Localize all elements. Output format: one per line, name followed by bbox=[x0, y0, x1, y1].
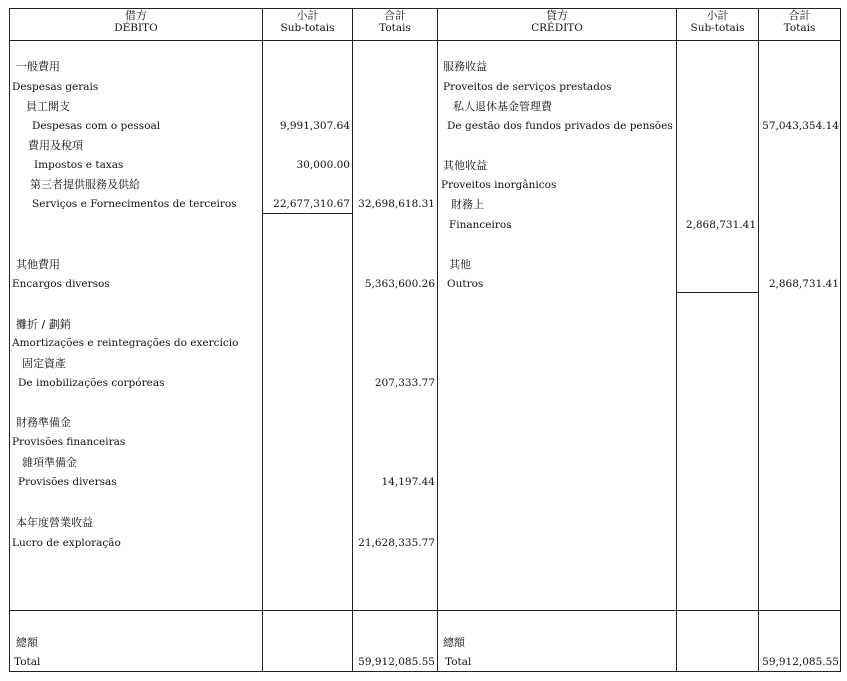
column-divider bbox=[437, 8, 438, 672]
debit-fixed-zh: 固定資產 bbox=[22, 357, 66, 370]
credit-fin-zh: 財務上 bbox=[451, 198, 484, 211]
debit-amort-zh: 攤折 / 劃銷 bbox=[16, 318, 71, 331]
debit-other-pt: Encargos diversos bbox=[12, 278, 110, 290]
subtotal-rule bbox=[263, 213, 352, 214]
credit-others-zh: 其他 bbox=[449, 258, 471, 271]
credit-services-pt: Proveitos de serviços prestados bbox=[443, 81, 612, 93]
debit-general-pt: Despesas gerais bbox=[12, 81, 99, 93]
credit-subtotal-header: 小計 Sub-totais bbox=[690, 9, 745, 34]
column-divider bbox=[676, 8, 677, 672]
debit-staff-zh: 員工開支 bbox=[26, 100, 70, 113]
debit-profit-total: 21,628,335.77 bbox=[358, 537, 435, 549]
debit-third-zh: 第三者提供服務及供給 bbox=[30, 178, 140, 191]
column-divider bbox=[758, 8, 759, 672]
debit-profit-pt: Lucro de exploração bbox=[12, 537, 121, 549]
credit-fin-pt: Financeiros bbox=[449, 219, 512, 231]
total-divider bbox=[9, 610, 841, 611]
debit-amort-pt: Amortizações e reintegrações do exercício bbox=[12, 337, 239, 349]
debit-profit-zh: 本年度營業收益 bbox=[16, 516, 93, 529]
debit-taxes-zh: 費用及稅項 bbox=[28, 139, 83, 152]
debit-total-header: 合計 Totais bbox=[379, 9, 411, 34]
debit-misc-pt: Provisões diversas bbox=[18, 476, 117, 488]
debit-third-pt: Serviços e Fornecimentos de terceiros bbox=[32, 198, 237, 210]
credit-grand-total: 59,912,085.55 bbox=[762, 656, 839, 668]
debit-fixed-pt: De imobilizações corpóreas bbox=[18, 377, 165, 389]
credit-other-zh: 其他收益 bbox=[443, 159, 487, 172]
debit-taxes-pt: Impostos e taxas bbox=[34, 159, 124, 171]
debit-general-zh: 一般費用 bbox=[16, 60, 60, 73]
debit-prov-zh: 財務準備金 bbox=[16, 416, 71, 429]
debit-total-zh: 總額 bbox=[16, 636, 38, 649]
credit-fin-subtotal: 2,868,731.41 bbox=[685, 219, 756, 231]
column-divider bbox=[352, 8, 353, 672]
credit-total-pt: Total bbox=[445, 656, 472, 668]
column-divider bbox=[262, 8, 263, 672]
credit-other-pt: Proveitos inorgânicos bbox=[441, 179, 557, 191]
credit-total-header: 合計 Totais bbox=[783, 9, 816, 34]
debit-staff-pt: Despesas com o pessoal bbox=[32, 120, 161, 132]
debit-prov-pt: Provisões financeiras bbox=[12, 436, 126, 448]
debit-staff-subtotal: 9,991,307.64 bbox=[279, 120, 350, 132]
credit-pension-zh: 私人退休基金管理費 bbox=[453, 100, 552, 113]
debit-fixed-total: 207,333.77 bbox=[374, 377, 435, 389]
credit-total-zh: 總額 bbox=[443, 636, 465, 649]
credit-pension-pt: De gestão dos fundos privados de pensões bbox=[447, 120, 673, 132]
credit-services-zh: 服務收益 bbox=[443, 60, 487, 73]
subtotal-rule bbox=[677, 292, 758, 293]
debit-misc-total: 14,197.44 bbox=[381, 476, 435, 488]
debit-other-total: 5,363,600.26 bbox=[364, 278, 435, 290]
debit-subtotal-header: 小計 Sub-totais bbox=[280, 9, 335, 34]
debit-general-total: 32,698,618.31 bbox=[358, 198, 435, 210]
header-divider bbox=[9, 40, 841, 41]
debit-third-subtotal: 22,677,310.67 bbox=[273, 198, 350, 210]
credit-pension-total: 57,043,354.14 bbox=[762, 120, 839, 132]
debit-other-zh: 其他費用 bbox=[16, 258, 60, 271]
credit-others-total: 2,868,731.41 bbox=[768, 278, 839, 290]
debit-grand-total: 59,912,085.55 bbox=[358, 656, 435, 668]
credit-header: 貸方 CRÉDITO bbox=[531, 9, 583, 34]
credit-others-pt: Outros bbox=[447, 278, 484, 290]
debit-header: 借方 DÉBITO bbox=[114, 9, 158, 34]
debit-total-pt: Total bbox=[14, 656, 41, 668]
debit-misc-zh: 雜項準備金 bbox=[22, 456, 77, 469]
debit-taxes-subtotal: 30,000.00 bbox=[296, 159, 350, 171]
